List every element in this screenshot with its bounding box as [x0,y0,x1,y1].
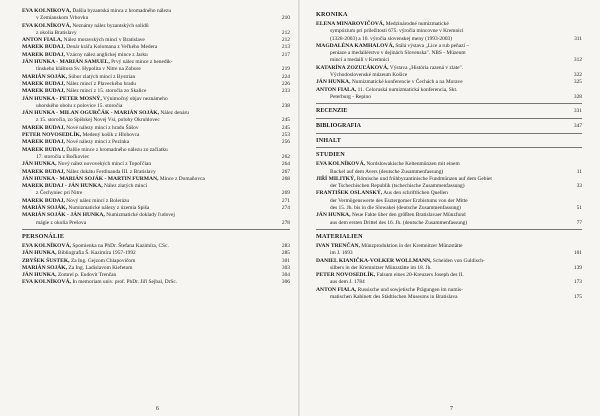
entry-author: ANTON FIALA, [22,37,63,44]
entry-title: Nový nález mincí z Bolerázu [66,197,130,204]
entry-page: 274 [281,205,290,212]
entry-author: JIŘÍ MILITKÝ, [316,175,356,182]
entry-page: 331 [573,108,582,115]
entry-author: MAREK BUDAJ, [22,44,65,51]
entry-page: 306 [281,279,290,286]
entry-author: MAGDALÉNA KAMHALOVÁ, [316,42,395,49]
entry-title-continued: uhorského obolu z polovice 15. storočia [36,102,123,109]
entry-title: Münzproduktion in der Kremnitzer Münzstätte [361,242,463,249]
page-number: 6 [156,406,159,412]
entry-title-continued: peniaze a medailérstvo v dejinách Slovenska". NBS - Múzeum [330,50,466,57]
contents-entry [22,96,290,111]
entry-title: Nález zlatých mincí [104,183,148,190]
entry-author: JÁN HUNKA, [22,250,57,257]
entry-page: 347 [573,123,582,130]
entry-page: 256 [281,139,290,146]
entry-title: Bibliografia Š. Kazimíra 1957-1992 [57,250,136,257]
entry-title: Falsum eines 20-Kreuzers Joseph des II. [376,272,464,279]
entry-first-line [22,279,276,286]
entry-title-continued: (1328-2003) a 10. výročia slovenskej meny (1993-2003) [330,35,453,42]
entry-title-continued: z okolia Bratislavy [36,29,77,36]
entry-author: MAREK BUDAJ - JÁN HUNKA, [22,183,103,190]
entry-title: Stálá výstava „Lice a rub peňazí – [395,42,470,49]
contents-entry [22,169,290,176]
recenzie-entry [316,107,582,116]
entry-first-line [316,272,568,279]
entry-first-line [316,65,568,72]
entry-title-continued: silbers in der Kremnitzer Münzstätte im 18. Jh. [330,264,432,271]
entry-page: 312 [573,57,582,64]
section-rule [316,103,582,104]
entry-title-continued: des 15. Jh. bis in die Slowakei (deutsche Zusammenfassung) [330,205,461,212]
contents-entry [22,125,290,132]
entry-title: Súbor zlatých mincí z Bystrian [68,73,136,80]
contents-entry [22,74,290,81]
entry-author: JÁN HUNKA - PETER MOSNÝ, [22,95,102,102]
contents-entry [22,23,290,38]
entry-page: 210 [281,15,290,22]
entry-title: Nové nálezy mincí z hradu Šášov [66,124,139,131]
contents-entry [22,132,290,139]
entry-title: Numizmatické nálezy z územia Spiša [68,205,150,212]
entry-author: PETER NOVOSEDLÍK, [316,272,376,279]
entry-first-line [22,37,276,44]
entry-page: 101 [573,250,582,257]
entry-first-line [22,23,276,30]
entry-page: 212 [281,37,290,44]
entry-page: 322 [573,72,582,79]
entry-author: JÁN HUNKA, [316,212,351,219]
entry-title: Výnimočný objav neznámeho [102,95,168,102]
entry-title: Neznámy nález byzantských solidů [72,22,149,29]
entry-author: ANTON FIALA, [316,286,357,293]
contents-entry [22,161,290,168]
contents-entry [22,147,290,162]
entry-first-line [22,8,276,15]
entry-page: 213 [281,44,290,51]
contents-entry [22,212,290,227]
entry-first-line [22,88,276,95]
entry-first-line [316,287,568,294]
entry-title: Römische und frühbyzantinische Fundmünzen auf dem Gebiet [356,175,492,182]
entry-title: Nález denáru [160,110,189,117]
entry-title: Neue Fakte über den größten Bratislavaer Münzfund [351,212,466,219]
entry-author: FRANTIŠEK OSLANSKÝ, [316,190,383,197]
entry-title: Aus den schriftlichen Quellen [383,190,448,197]
entry-title-continued: Peterburg - Repino [330,93,371,100]
entry-page: 325 [573,79,582,86]
entry-author: MAREK BUDAJ, [22,168,65,175]
entry-author: MAREK BUDAJ, [22,146,65,153]
right-page [316,8,582,412]
contents-entry [22,44,290,51]
entry-title: Vzácny nález anglickej mince z Jarku [66,51,148,58]
contents-entry [22,59,290,74]
contents-list [316,243,582,301]
entry-first-line [22,147,276,154]
contents-entry [316,21,582,43]
entry-author: PETER NOVOSEDLÍK, [22,132,82,139]
contents-entry [22,81,290,88]
entry-first-line [22,132,276,139]
entry-title-continued: 17. storočia z Bočkoviec [36,153,90,160]
entry-first-line [22,52,276,59]
entry-title-continued: der Vermögenswerte des Esztergomer Erzbistums von der Mitte [330,197,468,204]
entry-first-line [316,161,568,168]
entry-author: IVAN TRENČAN, [316,242,360,249]
contents-entry [22,258,290,265]
entry-author: MAREK BUDAJ, [22,51,65,58]
entry-title-continued: sympózium pri príležitosti 675. výročia mincovne v Kremnici [330,28,464,35]
entry-first-line [22,96,276,103]
entry-first-line [22,125,276,132]
entry-title-continued: mincí a medailí v Kremnici [330,57,390,64]
entry-first-line [22,74,276,81]
entry-title: Ďalšia byzantská minca z hromadného nálezu [72,8,172,14]
entry-first-line [22,250,276,257]
entry-title: Nové nálezy mincí z Pezinka [66,139,130,146]
entry-first-line [316,243,568,250]
contents-list [22,8,290,227]
entry-title-continued: Východoslovenské múzeum Košice [330,72,408,79]
entry-first-line [22,258,276,265]
entry-page: 303 [281,264,290,271]
contents-entry [316,212,582,227]
entry-title: Nordslowakische Keltenmünzen mit einem [366,161,460,168]
entry-title-continued: tínskeho kláštora Sv. Hypolita v Nitre na Zobore [36,66,141,73]
section-heading-materialien: MATERIALIEN [316,232,363,240]
contents-entry [22,139,290,146]
entry-author: MAREK BUDAJ, [22,88,65,95]
entry-first-line [22,212,276,219]
entry-author: EVA KOLNÍKOVÁ, [22,279,72,286]
entry-page: 33 [576,183,582,190]
entry-title: Ďalšie mince z hromadného nálezu zo začiatku [66,146,168,153]
entry-title: In memoriam univ. prof. PhDr. Jiří Sejbal, DrSc. [72,279,178,286]
contents-entry [316,176,582,191]
entry-title: Výstava „História razená v zlate". [389,64,464,71]
entry-page: 238 [281,102,290,109]
entry-page: 285 [281,250,290,257]
entry-author: EVA KOLNÍKOVÁ, [22,242,72,249]
entry-title: Russische und sowjetische Prägungen im numis- [357,286,463,293]
contents-entry [22,37,290,44]
entry-author: ANTON FIALA, [316,86,357,93]
entry-title: Nový nález novovekých mincí z Topoľčian [57,161,152,168]
entry-title: RECENZIE [316,108,348,115]
entry-page: 11 [576,168,582,175]
entry-title-continued: z Čechyniec pri Nitre [36,190,83,197]
entry-page: 224 [281,73,290,80]
page-gutter [298,0,300,416]
entry-title-continued: z 15. storočia, zo Spišskej Novej Vsi, polohy Okruhlovec [36,117,160,124]
section-heading-studien: STUDIEN [316,151,345,159]
entry-page: 269 [281,190,290,197]
entry-first-line [22,161,276,168]
entry-page: 304 [281,272,290,279]
section-heading-inhalt: INHALT [316,137,342,145]
entry-title: 11. Celoruská numizmatická konferencia, Skt. [357,86,458,93]
contents-entry [22,279,290,286]
contents-entry [22,183,290,198]
entry-title: Nález mincí z Plaveckého hradu [66,80,136,87]
entry-page: 262 [281,153,290,160]
entry-author: ZBYŠEK ŠUSTEK, [22,257,70,264]
contents-entry [22,265,290,272]
contents-entry [22,250,290,257]
entry-title: Denár kráľa Kolomana z Veľkého Medera [66,44,158,51]
section-heading-personalie: PERSONÁLIE [22,232,65,240]
contents-entry [316,87,582,102]
entry-author: JÁN HUNKA, [22,161,57,168]
entry-author: KATARÍNA ZOZUĽÁKOVÁ, [316,64,389,71]
entry-author: MARIÁN SOJÁK, [22,73,68,80]
contents-list [316,161,582,227]
contents-list [22,243,290,287]
entry-first-line [316,21,568,28]
entry-author: MAREK BUDAJ, [22,80,65,87]
entry-page: 278 [281,219,290,226]
entry-title-continued: aus dem ersten Drittel des 16. Jh. (deutsche Zusammenfassung) [330,219,468,226]
entry-author: MAREK BUDAJ, [22,197,65,204]
entry-title: Spomienka na PhDr. Štefana Kazimíra, CSc. [72,242,169,249]
entry-title-continued: aus dem J. 1784 [330,279,365,286]
entry-first-line [22,198,276,205]
section-rule [316,147,582,148]
contents-entry [316,272,582,287]
entry-page: 283 [281,242,290,249]
entry-title: Medený košík z Hlohovca [82,132,140,139]
entry-page: 77 [576,219,582,226]
entry-page: 219 [281,66,290,73]
entry-page: 253 [281,132,290,139]
entry-author: EVA KOLNÍKOVÁ, [316,161,366,168]
entry-title: Numizmatické doklady ľudovej [106,212,175,219]
entry-author: EVA KOLNÍKOVÁ, [22,22,72,29]
entry-page: 267 [281,168,290,175]
entry-author: ELENA MINAROVIČOVÁ, [316,21,385,27]
entry-title: Za Ing. Gejzom Chlapovičom [70,257,136,264]
entry-page: 226 [281,80,290,87]
section-heading-kronika: KRONIKA [316,11,348,18]
entry-first-line [316,212,568,219]
entry-title-continued: matischen Kabinett des Städtischen Museums in Bratislava [330,294,458,301]
contents-entry [316,258,582,273]
contents-entry [316,65,582,80]
entry-author: JÁN HUNKA - MARIÁN SAMUEL, [22,59,110,66]
entry-author: MAREK BUDAJ, [22,124,65,131]
contents-entry [316,43,582,65]
entry-page: 311 [574,35,582,42]
entry-page: 268 [281,175,290,182]
entry-title: Medzinárodné numizmatické [385,21,449,27]
entry-title: Nález dukátu Ferdinanda III. z Bratislavy [66,168,156,175]
entry-author: JÁN HUNKA - MARIÁN SOJÁK - MARTIN FURMAN, [22,175,159,182]
entry-first-line [316,79,568,86]
entry-title: Prvý nález mince z benedik- [111,59,173,66]
entry-first-line [316,258,568,265]
entry-first-line [316,43,568,50]
entry-title-continued: Buckel auf dem Avers (deutsche Zusammenfassung) [330,168,444,175]
contents-entry [316,161,582,176]
entry-first-line [22,81,276,88]
entry-author: MARIÁN SOJÁK - JÁN HUNKA, [22,212,105,219]
entry-page: 271 [281,197,290,204]
contents-entry [22,52,290,59]
entry-page: 245 [281,124,290,131]
entry-page: 301 [281,257,290,264]
entry-author: MARIÁN SOJÁK, [22,264,68,271]
entry-first-line [22,110,276,117]
entry-title: Nález mincí z 15. storočia zo Skalice [66,88,147,95]
section-rule [22,229,290,230]
entry-page: 173 [573,279,582,286]
entry-page: 139 [573,264,582,271]
entry-first-line [22,169,276,176]
entry-title-continued: der Tschechischen Republik (tschechische Zusammenfassung) [330,183,465,190]
entry-author: JÁN HUNKA, [316,79,351,86]
contents-entry [316,190,582,212]
page-number: 7 [450,406,453,412]
entry-author: MAREK BUDAJ, [22,139,65,146]
entry-page: 233 [281,88,290,95]
entry-author: DANIEL KIANIČKA-VOLKER WOLLMANN, [316,257,432,264]
entry-first-line [22,44,276,51]
entry-title: Nález moravských mincí v Bratislave [63,37,145,44]
entry-author: EVA KOLNÍKOVÁ, [22,8,72,14]
entry-page: 245 [281,117,290,124]
entry-page: 212 [281,29,290,36]
entry-title-continued: im J. 1693 [330,250,353,257]
entry-first-line [316,190,568,197]
entry-page: 217 [281,51,290,58]
contents-entry [22,88,290,95]
entry-title: BIBLIOGRAFIA [316,123,362,130]
entry-author: MARIÁN SOJÁK, [22,205,68,212]
entry-title-continued: v Zemianskom Vrbovku [36,15,89,22]
entry-first-line [22,139,276,146]
contents-entry [316,287,582,302]
contents-entry [316,243,582,258]
section-rule [316,229,582,230]
entry-first-line [22,265,276,272]
entry-title-continued: mágie z okolia Prešova [36,219,87,226]
contents-entry [22,8,290,23]
entry-title: Mince z Domaňovca [159,175,205,182]
entry-first-line [22,59,276,66]
entry-first-line [316,87,568,94]
entry-title: Zomrel p. Eudovít Trenčan [57,272,117,279]
contents-list [316,21,582,101]
contents-entry [22,110,290,125]
entry-title: Numizmatické konferencie v Čechách a na Morave [351,79,463,86]
entry-page: 175 [573,294,582,301]
section-rule [316,133,582,134]
entry-author: JÁN HUNKA, [22,272,57,279]
entry-title: Scheiden von Guldisch- [432,257,485,264]
entry-page: 51 [576,205,582,212]
section-rule [316,118,582,119]
contents-entry [316,79,582,86]
entry-title: Za Ing. Ladislavom Kiefetom [68,264,133,271]
entry-author: JÁN HUNKA - MILAN OGURČÁK - MARIÁN SOJÁK, [22,110,160,117]
entry-page: 328 [573,93,582,100]
bibliografia-entry [316,122,582,131]
left-page [22,8,290,412]
contents-entry [22,198,290,205]
entry-page: 264 [281,161,290,168]
